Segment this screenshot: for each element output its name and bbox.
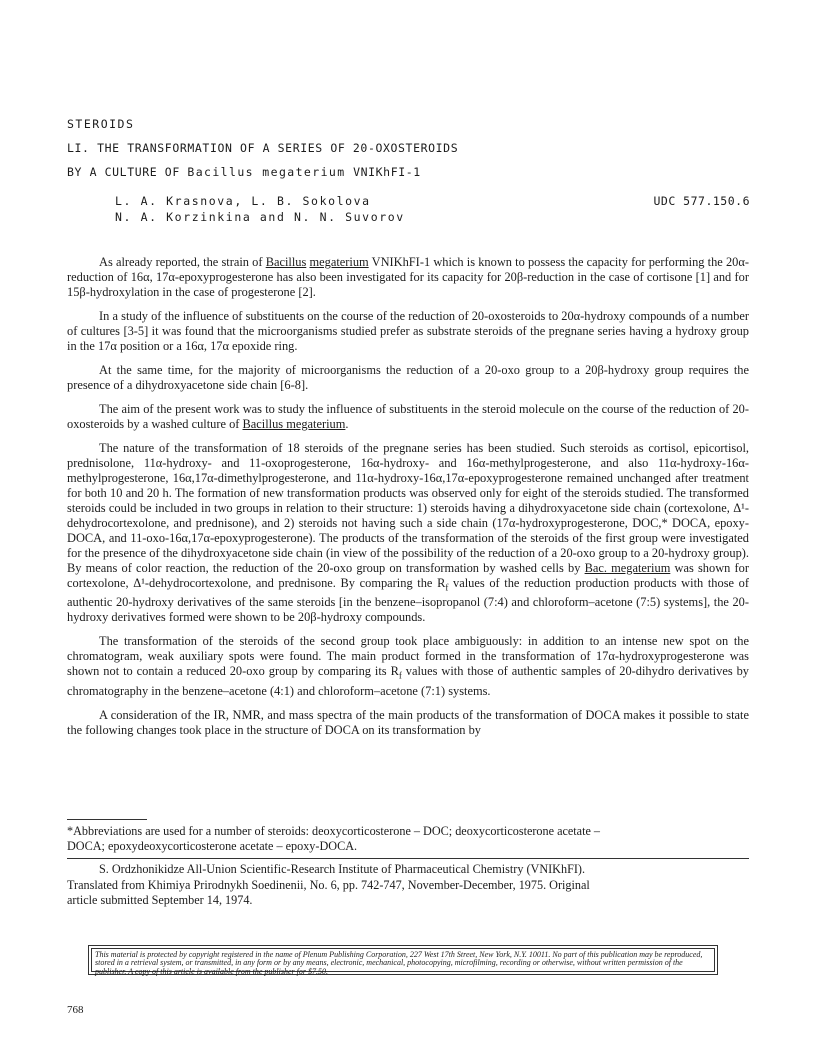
title-species: Bacillus megaterium bbox=[187, 165, 346, 179]
p1-genus: Bacillus bbox=[265, 255, 307, 269]
paragraph-2: In a study of the influence of substituents on the course of the reduction of 20-oxosteroids to 20α-hydroxy compounds of a number of cultures [3-5] it was found that the microorganisms studied prefer as substrate steroids of the pregnane series having a hydroxy group in the 17α position or a 16α, 17α epoxide ring. bbox=[67, 309, 749, 353]
p1-species: megaterium bbox=[309, 255, 369, 269]
paragraph-3: At the same time, for the majority of microorganisms the reduction of a 20-oxo group to a 20β-hydroxy group requires the presence of a dihydroxyacetone side chain [6-8]. bbox=[67, 363, 749, 392]
p1-text-b: VNIKhFI-1 which is known to possess the capacity for performing the 20α-reduction of 16α, 17α-epoxyprogesterone has also been investigated for its capacity for 20β-reduction in the case of cortisone [1] and for 15β-hydroxylation in the case of progesterone [2]. bbox=[67, 255, 749, 299]
article-title-line-1: LI. THE TRANSFORMATION OF A SERIES OF 20-OXOSTEROIDS bbox=[67, 141, 459, 155]
p5-text-b: was shown for cortexolone, Δ¹-dehydrocortexolone, and prednisone. By comparing the R bbox=[67, 561, 749, 590]
p5-text-a: The nature of the transformation of 18 steroids of the pregnane series has been studied. Such steroids as cortisol, epicortisol, prednisolone, 11α-hydroxy- and 11-oxoprogesterone, 16α-hydroxy- and 16α-methylprogesterone, and also 11α-hydroxy-16α-methylprogesterone, 16α,17α-dimethylprogesterone, and 11α-hydroxy-16α,17α-epoxyprogesterone remained unchanged after treatment for both 10 and 20 h. The formation of new transformation products was observed only for eight of the steroids studied. The transformed steroids could be included in two groups in relation to their structure: 1) steroids having a dihydroxyacetone side chain (cortexolone, Δ¹-dehydrocortexolone, and prednisone), and 2) steroids not having such a side chain (17α-hydroxyprogesterone, DOC,* DOCA, epoxy-DOCA, and 11-oxo-16α,17α-epoxyprogesterone). The products of the transformation of the steroids of the first group were investigated for the presence of the dihydroxyacetone side chain (in view of the possibility of the reduction of a 20-oxo group to a 20-hydroxy group). By means of color reaction, the reduction of the 20-oxo group on transformation by washed cells by bbox=[67, 441, 749, 575]
p4-text-a: The aim of the present work was to study the influence of substituents in the steroid molecule on the course of the reduction of 20-oxosteroids by a washed culture of bbox=[67, 402, 749, 431]
article-title-line-2 bbox=[67, 165, 421, 179]
article-body bbox=[67, 255, 749, 747]
p4-text-b: . bbox=[345, 417, 349, 431]
p4-organism: Bacillus megaterium bbox=[242, 417, 346, 431]
page-number: 768 bbox=[67, 1004, 84, 1016]
footnote-divider bbox=[67, 819, 147, 820]
footnote bbox=[67, 824, 749, 854]
title-prefix: BY A CULTURE OF bbox=[67, 165, 188, 179]
p6-text-b: values with those of authentic samples of 20-dihydro derivatives by chromatography in the benzene–acetone (4:1) and chloroform–acetone (7:1) systems. bbox=[67, 664, 749, 698]
authors-line-2: N. A. Korzinkina and N. N. Suvorov bbox=[115, 210, 405, 224]
authors-line-1: L. A. Krasnova, L. B. Sokolova bbox=[115, 194, 371, 208]
affiliation-line-1: S. Ordzhonikidze All-Union Scientific-Research Institute of Pharmaceutical Chemistry (VNIKhFI). bbox=[99, 862, 586, 876]
paragraph-6 bbox=[67, 634, 749, 698]
p5-subscript: f bbox=[445, 582, 449, 593]
p5-text-c: values of the reduction production products with those of authentic 20-hydroxy derivatives of the same steroids [in the benzene–isopropanol (7:4) and chloroform–acetone (7:5) systems], the 20-hydroxy derivatives formed were shown to be 20β-hydroxy compounds. bbox=[67, 576, 749, 625]
affiliation-line-3: article submitted September 14, 1974. bbox=[67, 893, 253, 907]
udc-code: UDC 577.150.6 bbox=[653, 194, 750, 208]
affiliation-divider bbox=[67, 858, 749, 859]
section-heading: STEROIDS bbox=[67, 117, 135, 131]
copyright-notice: This material is protected by copyright registered in the name of Plenum Publishing Corporation, 227 West 17th Street, New York, N.Y. 10011. No part of this publication may be reproduced, stored in a retrieval system, or transmitted, in any form or by any means, electronic, mechanical, photocopying, microfilming, recording or otherwise, without written permission of the publisher. A copy of this article is available from the publisher for $7.50. bbox=[88, 945, 718, 975]
p6-subscript: f bbox=[398, 670, 402, 681]
p5-organism: Bac. megaterium bbox=[584, 561, 671, 575]
footnote-line-2: DOCA; epoxydeoxycorticosterone acetate – epoxy-DOCA. bbox=[67, 839, 358, 853]
p1-text-a: As already reported, the strain of bbox=[99, 255, 266, 269]
p6-text-a: The transformation of the steroids of the second group took place ambiguously: in addition to an intense new spot on the chromatogram, weak auxiliary spots were found. The main product formed in the transformation of 17α-hydroxyprogesterone was shown not to contain a reduced 20-oxo group by comparing its R bbox=[67, 634, 749, 679]
paragraph-5 bbox=[67, 441, 749, 625]
title-suffix: VNIKhFI-1 bbox=[345, 165, 421, 179]
footnote-line-1: *Abbreviations are used for a number of steroids: deoxycorticosterone – DOC; deoxycorticosterone acetate – bbox=[67, 824, 601, 838]
affiliation-block bbox=[67, 862, 749, 909]
affiliation-line-2: Translated from Khimiya Prirodnykh Soedinenii, No. 6, pp. 742-747, November-December, 1975. Original bbox=[67, 877, 590, 892]
paragraph-1 bbox=[67, 255, 749, 300]
paragraph-4 bbox=[67, 402, 749, 432]
paragraph-7: A consideration of the IR, NMR, and mass spectra of the main products of the transformation of DOCA makes it possible to state the following changes took place in the structure of DOCA on its transformation by bbox=[67, 707, 749, 737]
